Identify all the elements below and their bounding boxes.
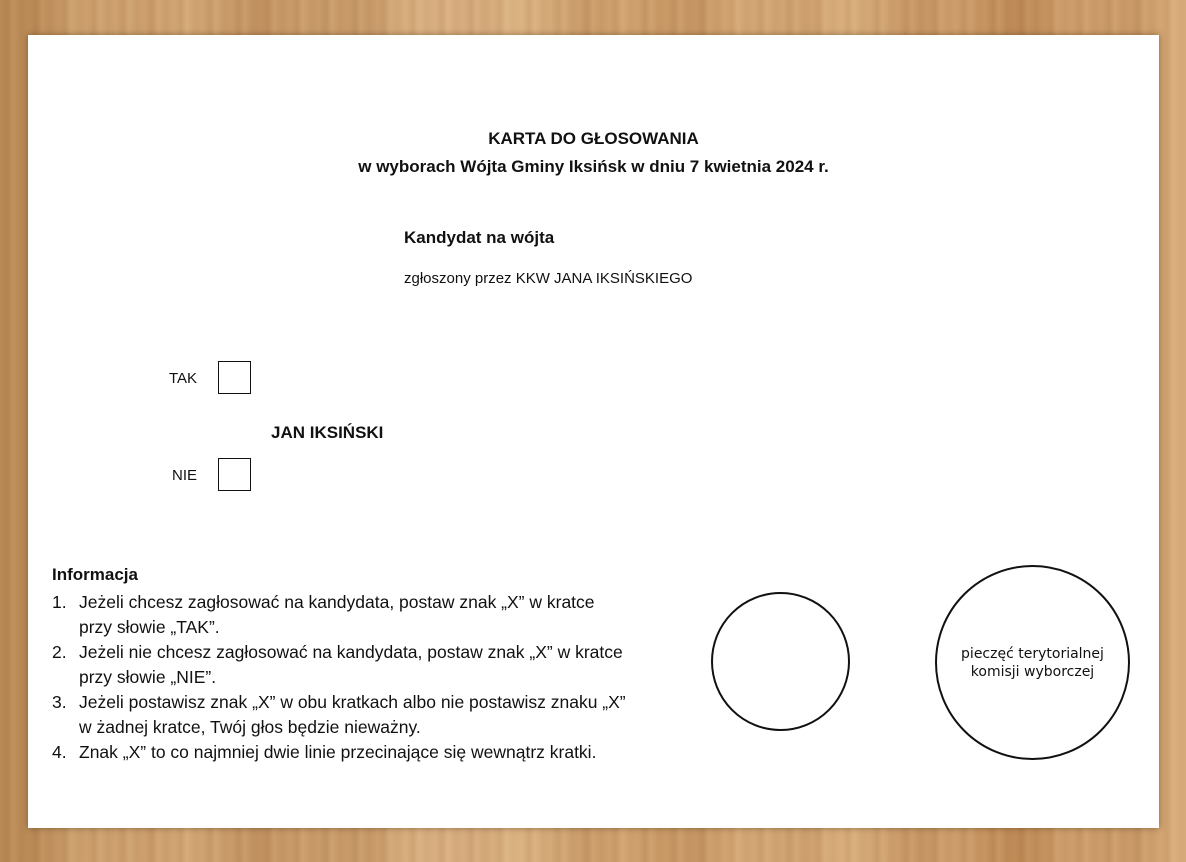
info-item-line: Jeżeli chcesz zagłosować na kandydata, postaw znak „X” w kratce (79, 592, 595, 612)
info-item-number: 4. (52, 742, 67, 762)
candidate-header: Kandydat na wójta (404, 228, 555, 247)
info-list (52, 590, 692, 765)
ballot-paper (28, 35, 1159, 828)
info-item-number: 1. (52, 592, 67, 612)
info-item (52, 640, 692, 690)
commission-stamp-circle (935, 565, 1130, 760)
stamp-label (943, 645, 1123, 681)
ballot-subtitle: w wyborach Wójta Gminy Iksińsk w dniu 7 kwietnia 2024 r. (358, 157, 829, 176)
candidate-name: JAN IKSIŃSKI (271, 423, 384, 442)
info-item-line: przy słowie „TAK”. (79, 617, 220, 637)
info-item-number: 2. (52, 642, 67, 662)
info-item-line: Jeżeli nie chcesz zagłosować na kandydata, postaw znak „X” w kratce (79, 642, 623, 662)
ballot-title: KARTA DO GŁOSOWANIA (488, 129, 699, 148)
option-no-label: NIE (171, 467, 197, 484)
info-item (52, 740, 692, 765)
info-item-line: przy słowie „NIE”. (79, 667, 217, 687)
nominated-by: zgłoszony przez KKW JANA IKSIŃSKIEGO (404, 270, 693, 287)
info-item-line: w żadnej kratce, Twój głos będzie nieważny. (79, 717, 421, 737)
info-item-line: Jeżeli postawisz znak „X” w obu kratkach albo nie postawisz znaku „X” (79, 692, 626, 712)
vote-yes-checkbox[interactable] (218, 361, 251, 394)
option-yes-label: TAK (168, 370, 197, 387)
empty-stamp-circle (711, 592, 850, 731)
stamp-label-line: komisji wyborczej (970, 663, 1095, 680)
info-item (52, 590, 692, 640)
info-item-line: Znak „X” to co najmniej dwie linie przecinające się wewnątrz kratki. (79, 742, 597, 762)
info-heading: Informacja (52, 565, 138, 584)
stamp-label-line: pieczęć terytorialnej (961, 645, 1104, 662)
info-item-number: 3. (52, 692, 67, 712)
info-item (52, 690, 692, 740)
vote-no-checkbox[interactable] (218, 458, 251, 491)
